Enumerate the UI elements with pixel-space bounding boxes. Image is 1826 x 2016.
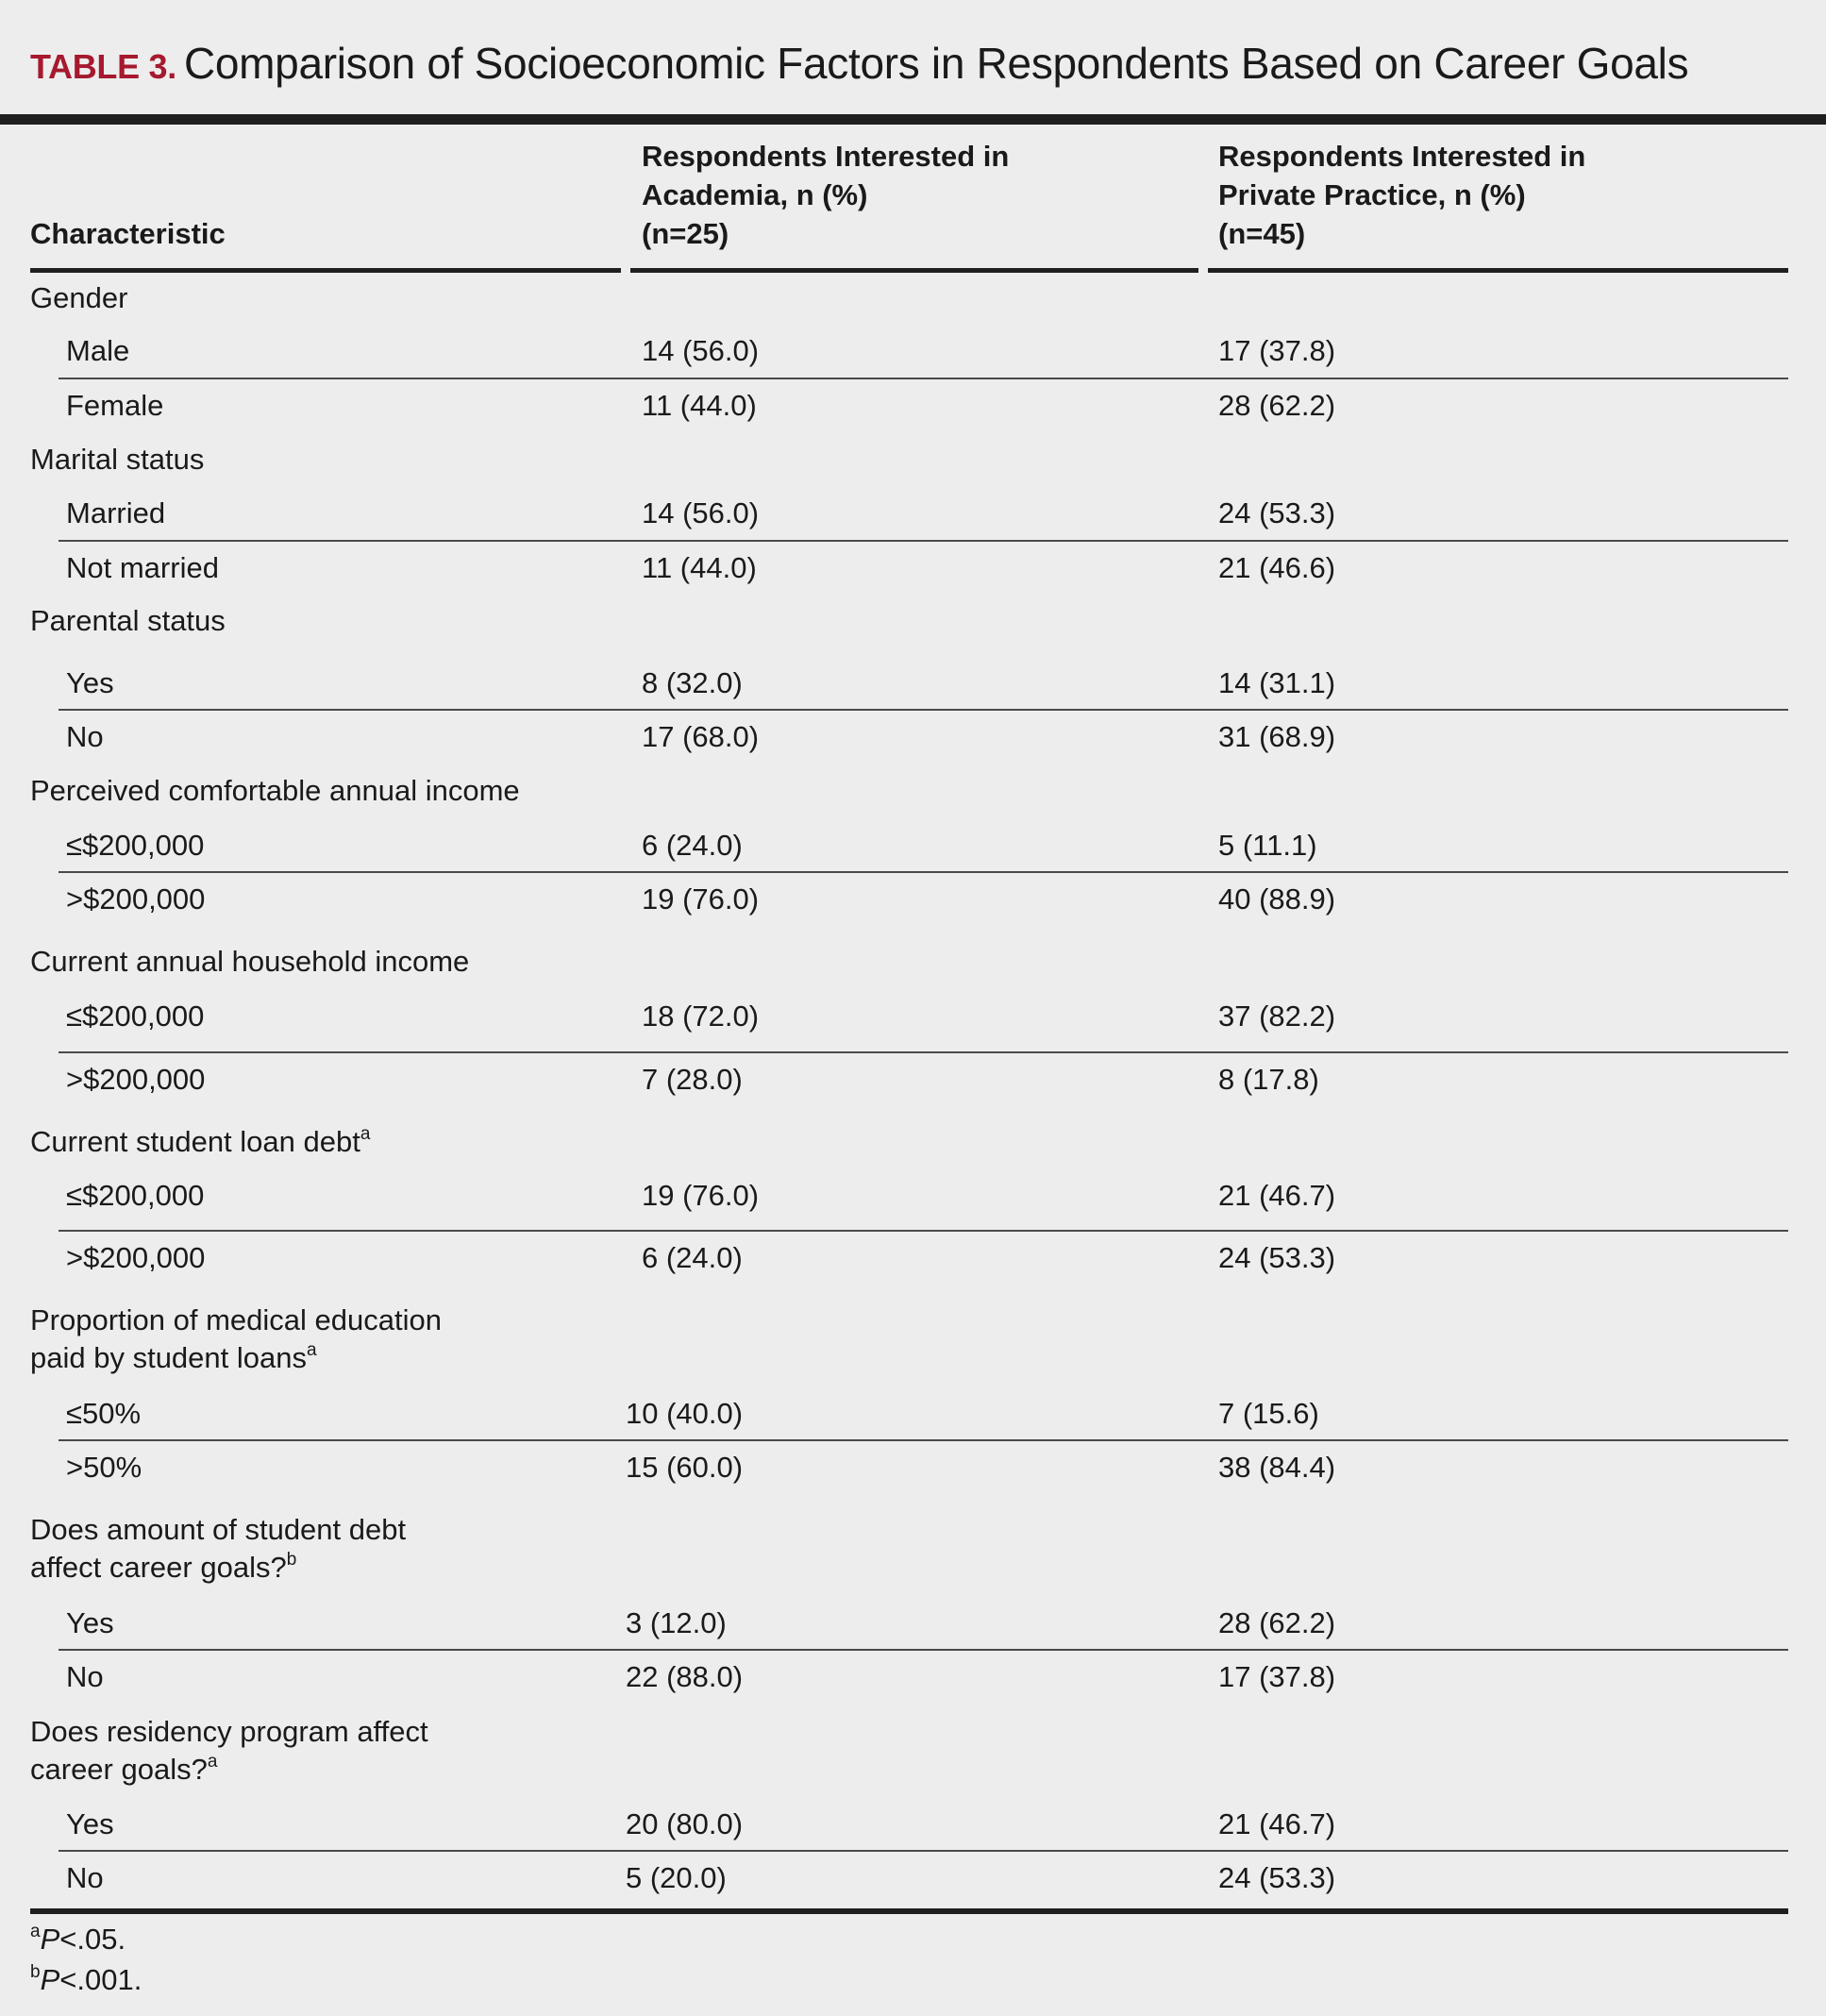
- academia-value: 19 (76.0): [642, 882, 760, 916]
- academia-value: 8 (32.0): [642, 666, 743, 699]
- row-label: ≤50%: [66, 1397, 142, 1430]
- row-divider: [59, 1439, 1788, 1441]
- private-value: 7 (15.6): [1218, 1397, 1319, 1430]
- academia-value: 5 (20.0): [626, 1861, 727, 1894]
- top-rule: [0, 114, 1826, 125]
- private-value: 24 (53.3): [1218, 1861, 1336, 1894]
- group-label: Gender: [30, 281, 128, 314]
- group-label: Parental status: [30, 604, 226, 637]
- row-label: Male: [66, 334, 130, 367]
- academia-value: 19 (76.0): [642, 1179, 760, 1212]
- private-value: 8 (17.8): [1218, 1063, 1319, 1096]
- academia-value: 22 (88.0): [626, 1660, 744, 1693]
- row-divider: [59, 1051, 1788, 1053]
- private-value: 5 (11.1): [1218, 829, 1317, 862]
- academia-value: 6 (24.0): [642, 1241, 743, 1274]
- header-academia-line3: (n=25): [642, 217, 729, 250]
- private-value: 28 (62.2): [1218, 389, 1336, 422]
- private-value: 21 (46.7): [1218, 1807, 1336, 1840]
- academia-value: 6 (24.0): [642, 829, 743, 862]
- row-label: Not married: [66, 551, 219, 584]
- academia-value: 18 (72.0): [642, 1000, 760, 1033]
- private-value: 31 (68.9): [1218, 720, 1336, 753]
- private-value: 37 (82.2): [1218, 1000, 1336, 1033]
- private-value: 21 (46.6): [1218, 551, 1336, 584]
- row-label: Yes: [66, 666, 114, 699]
- row-divider: [59, 1649, 1788, 1651]
- academia-value: 14 (56.0): [642, 496, 760, 529]
- header-rule-gap: [1198, 268, 1208, 273]
- footnote-a: $^a$P<.05.: [30, 1922, 126, 1956]
- academia-value: 10 (40.0): [626, 1397, 744, 1430]
- row-label: >$200,000: [66, 1063, 206, 1096]
- academia-value: 7 (28.0): [642, 1063, 743, 1096]
- row-divider: [59, 871, 1788, 873]
- group-label: Proportion of medical education paid by student loans$^a$: [30, 1303, 442, 1374]
- row-label: Yes: [66, 1606, 114, 1639]
- private-value: 38 (84.4): [1218, 1451, 1336, 1484]
- row-label: Female: [66, 389, 164, 422]
- row-label: Yes: [66, 1807, 114, 1840]
- header-private-line1: Respondents Interested in: [1218, 140, 1586, 173]
- academia-value: 3 (12.0): [626, 1606, 727, 1639]
- row-divider: [59, 540, 1788, 542]
- row-label: >50%: [66, 1451, 142, 1484]
- private-value: 17 (37.8): [1218, 334, 1336, 367]
- header-private-practice: [1218, 137, 1585, 253]
- header-rule: [30, 268, 1788, 273]
- row-label: Married: [66, 496, 166, 529]
- group-label: Current annual household income: [30, 945, 470, 978]
- group-label: Does residency program affect career goals?$^a$: [30, 1715, 428, 1786]
- row-divider: [59, 1850, 1788, 1852]
- table-header: [30, 138, 1788, 268]
- row-divider: [59, 378, 1788, 379]
- header-private-line3: (n=45): [1218, 217, 1306, 250]
- row-divider: [59, 709, 1788, 711]
- footnote-marker: a: [360, 1124, 371, 1144]
- header-characteristic: Characteristic: [30, 217, 226, 250]
- private-value: 24 (53.3): [1218, 1241, 1336, 1274]
- private-value: 21 (46.7): [1218, 1179, 1336, 1212]
- row-label: ≤$200,000: [66, 1179, 205, 1212]
- academia-value: 15 (60.0): [626, 1451, 744, 1484]
- academia-value: 11 (44.0): [642, 551, 757, 584]
- row-label: No: [66, 1660, 104, 1693]
- header-rule-gap: [621, 268, 630, 273]
- row-label: No: [66, 720, 104, 753]
- group-label: Perceived comfortable annual income: [30, 774, 520, 807]
- academia-value: 17 (68.0): [642, 720, 760, 753]
- bottom-rule: [30, 1908, 1788, 1914]
- row-divider: [59, 1230, 1788, 1232]
- row-label: No: [66, 1861, 104, 1894]
- academia-value: 11 (44.0): [642, 389, 757, 422]
- table-title: [30, 38, 1688, 89]
- private-value: 24 (53.3): [1218, 496, 1336, 529]
- footnote-b: $^b$P<.001.: [30, 1962, 142, 1996]
- header-private-line2: Private Practice, n (%): [1218, 178, 1526, 211]
- private-value: 40 (88.9): [1218, 882, 1336, 916]
- footnote-marker: a: [207, 1752, 218, 1772]
- table-label: TABLE 3.: [30, 47, 176, 86]
- academia-value: 20 (80.0): [626, 1807, 744, 1840]
- row-label: >$200,000: [66, 1241, 206, 1274]
- group-label: Marital status: [30, 443, 205, 476]
- row-label: ≤$200,000: [66, 1000, 205, 1033]
- table-title-text: Comparison of Socioeconomic Factors in Respondents Based on Career Goals: [183, 39, 1689, 88]
- private-value: 28 (62.2): [1218, 1606, 1336, 1639]
- row-label: >$200,000: [66, 882, 206, 916]
- academia-value: 14 (56.0): [642, 334, 760, 367]
- header-academia: [642, 137, 1009, 253]
- footnote-marker: a: [307, 1340, 317, 1360]
- private-value: 14 (31.1): [1218, 666, 1336, 699]
- group-label: Current student loan debt$^a$: [30, 1124, 371, 1158]
- row-label: ≤$200,000: [66, 829, 205, 862]
- header-academia-line2: Academia, n (%): [642, 178, 868, 211]
- group-label: Does amount of student debt affect career goals?$^b$: [30, 1513, 407, 1584]
- private-value: 17 (37.8): [1218, 1660, 1336, 1693]
- footnote-marker: b: [286, 1550, 297, 1570]
- header-academia-line1: Respondents Interested in: [642, 140, 1010, 173]
